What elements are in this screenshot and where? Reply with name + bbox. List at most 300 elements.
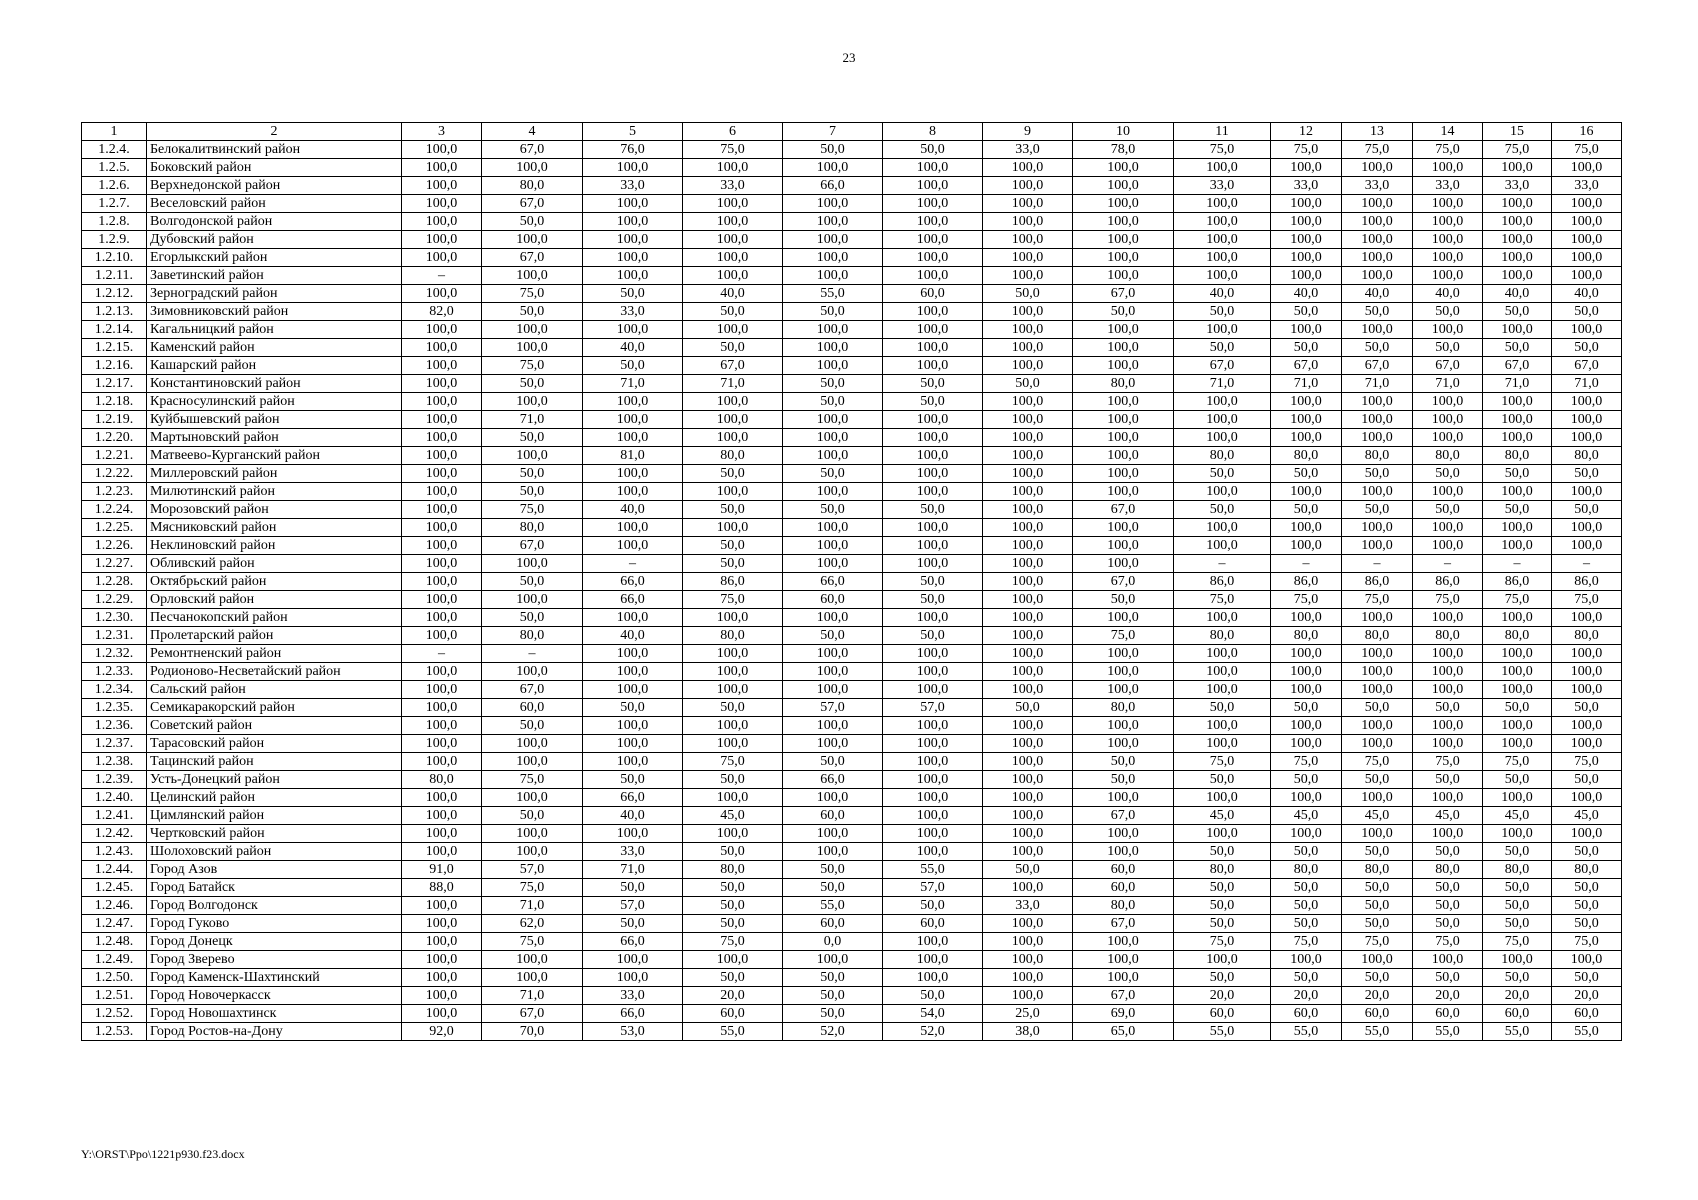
- value-cell: 100,0: [1413, 537, 1483, 555]
- value-cell: 75,0: [1483, 933, 1552, 951]
- value-cell: 50,0: [583, 879, 683, 897]
- value-cell: 100,0: [983, 429, 1073, 447]
- value-cell: 100,0: [1342, 825, 1413, 843]
- value-cell: 100,0: [883, 663, 983, 681]
- value-cell: 40,0: [583, 501, 683, 519]
- value-cell: 50,0: [1342, 501, 1413, 519]
- value-cell: 50,0: [883, 627, 983, 645]
- value-cell: 100,0: [1342, 429, 1413, 447]
- value-cell: 62,0: [482, 915, 583, 933]
- value-cell: 100,0: [1271, 411, 1342, 429]
- value-cell: 100,0: [1483, 429, 1552, 447]
- value-cell: 100,0: [1342, 249, 1413, 267]
- value-cell: 50,0: [1342, 339, 1413, 357]
- value-cell: 100,0: [983, 843, 1073, 861]
- value-cell: 50,0: [883, 393, 983, 411]
- row-number-cell: 1.2.22.: [82, 465, 147, 483]
- value-cell: 50,0: [783, 753, 883, 771]
- value-cell: 100,0: [983, 213, 1073, 231]
- value-cell: 100,0: [583, 429, 683, 447]
- column-header-8: 8: [883, 123, 983, 141]
- value-cell: 100,0: [1413, 717, 1483, 735]
- value-cell: 100,0: [783, 825, 883, 843]
- value-cell: 100,0: [1174, 231, 1271, 249]
- value-cell: 57,0: [783, 699, 883, 717]
- value-cell: –: [402, 645, 482, 663]
- value-cell: 100,0: [883, 267, 983, 285]
- value-cell: 60,0: [1271, 1005, 1342, 1023]
- table-row: [82, 519, 1622, 537]
- district-name-cell: Семикаракорский район: [147, 699, 402, 717]
- value-cell: 20,0: [1413, 987, 1483, 1005]
- value-cell: 33,0: [1271, 177, 1342, 195]
- value-cell: 66,0: [783, 771, 883, 789]
- value-cell: 100,0: [1073, 609, 1174, 627]
- value-cell: 100,0: [402, 249, 482, 267]
- value-cell: 100,0: [1271, 789, 1342, 807]
- value-cell: 100,0: [402, 915, 482, 933]
- value-cell: 86,0: [1483, 573, 1552, 591]
- value-cell: 100,0: [683, 393, 783, 411]
- district-name-cell: Матвеево-Курганский район: [147, 447, 402, 465]
- value-cell: 100,0: [983, 591, 1073, 609]
- value-cell: 75,0: [1342, 933, 1413, 951]
- value-cell: 100,0: [1174, 159, 1271, 177]
- value-cell: 71,0: [482, 987, 583, 1005]
- value-cell: 100,0: [1271, 429, 1342, 447]
- value-cell: 75,0: [1174, 591, 1271, 609]
- value-cell: 100,0: [783, 951, 883, 969]
- value-cell: 71,0: [482, 411, 583, 429]
- district-name-cell: Сальский район: [147, 681, 402, 699]
- value-cell: 33,0: [683, 177, 783, 195]
- value-cell: 20,0: [683, 987, 783, 1005]
- value-cell: 100,0: [983, 609, 1073, 627]
- value-cell: 50,0: [1552, 915, 1622, 933]
- value-cell: 100,0: [583, 519, 683, 537]
- value-cell: 100,0: [1174, 249, 1271, 267]
- value-cell: 100,0: [1174, 321, 1271, 339]
- row-number-cell: 1.2.51.: [82, 987, 147, 1005]
- value-cell: 100,0: [883, 429, 983, 447]
- value-cell: 100,0: [1552, 681, 1622, 699]
- value-cell: 53,0: [583, 1023, 683, 1041]
- value-cell: –: [1483, 555, 1552, 573]
- value-cell: 100,0: [783, 609, 883, 627]
- row-number-cell: 1.2.31.: [82, 627, 147, 645]
- value-cell: 100,0: [402, 195, 482, 213]
- value-cell: 100,0: [1552, 663, 1622, 681]
- value-cell: 50,0: [482, 717, 583, 735]
- row-number-cell: 1.2.19.: [82, 411, 147, 429]
- table-row: [82, 501, 1622, 519]
- value-cell: 25,0: [983, 1005, 1073, 1023]
- value-cell: 100,0: [683, 951, 783, 969]
- table-row: [82, 249, 1622, 267]
- value-cell: 100,0: [983, 519, 1073, 537]
- value-cell: 50,0: [1073, 303, 1174, 321]
- value-cell: 50,0: [883, 987, 983, 1005]
- value-cell: 100,0: [583, 969, 683, 987]
- value-cell: 100,0: [1342, 681, 1413, 699]
- value-cell: 100,0: [402, 447, 482, 465]
- value-cell: 75,0: [1413, 141, 1483, 159]
- value-cell: 100,0: [983, 231, 1073, 249]
- value-cell: 80,0: [402, 771, 482, 789]
- value-cell: 100,0: [402, 717, 482, 735]
- value-cell: 100,0: [402, 735, 482, 753]
- district-name-cell: Зерноградский район: [147, 285, 402, 303]
- table-row: [82, 357, 1622, 375]
- value-cell: 100,0: [402, 969, 482, 987]
- value-cell: 75,0: [1413, 933, 1483, 951]
- value-cell: 67,0: [482, 141, 583, 159]
- value-cell: 100,0: [883, 249, 983, 267]
- district-name-cell: Белокалитвинский район: [147, 141, 402, 159]
- value-cell: 100,0: [1552, 267, 1622, 285]
- value-cell: 66,0: [583, 933, 683, 951]
- row-number-cell: 1.2.17.: [82, 375, 147, 393]
- value-cell: 50,0: [1483, 771, 1552, 789]
- value-cell: 50,0: [683, 537, 783, 555]
- value-cell: 100,0: [482, 339, 583, 357]
- value-cell: 100,0: [402, 609, 482, 627]
- value-cell: 100,0: [683, 789, 783, 807]
- value-cell: 50,0: [1271, 969, 1342, 987]
- value-cell: 100,0: [883, 357, 983, 375]
- value-cell: 75,0: [1413, 753, 1483, 771]
- value-cell: 100,0: [1073, 555, 1174, 573]
- table-row: [82, 447, 1622, 465]
- value-cell: 100,0: [402, 231, 482, 249]
- value-cell: 50,0: [1271, 897, 1342, 915]
- value-cell: 100,0: [1174, 717, 1271, 735]
- value-cell: 60,0: [783, 591, 883, 609]
- value-cell: 50,0: [1342, 879, 1413, 897]
- value-cell: 100,0: [683, 519, 783, 537]
- value-cell: 100,0: [1174, 267, 1271, 285]
- table-row: [82, 825, 1622, 843]
- value-cell: 40,0: [1413, 285, 1483, 303]
- value-cell: 92,0: [402, 1023, 482, 1041]
- value-cell: 100,0: [883, 681, 983, 699]
- value-cell: 100,0: [1073, 519, 1174, 537]
- value-cell: 50,0: [1073, 771, 1174, 789]
- row-number-cell: 1.2.38.: [82, 753, 147, 771]
- value-cell: 76,0: [583, 141, 683, 159]
- value-cell: 75,0: [1271, 933, 1342, 951]
- value-cell: 40,0: [1483, 285, 1552, 303]
- value-cell: 100,0: [1073, 969, 1174, 987]
- value-cell: 75,0: [482, 501, 583, 519]
- value-cell: 100,0: [783, 645, 883, 663]
- value-cell: 50,0: [983, 375, 1073, 393]
- value-cell: 100,0: [1483, 483, 1552, 501]
- value-cell: 100,0: [1413, 393, 1483, 411]
- value-cell: 100,0: [1174, 195, 1271, 213]
- value-cell: 100,0: [1073, 681, 1174, 699]
- value-cell: 75,0: [482, 771, 583, 789]
- table-row: [82, 915, 1622, 933]
- value-cell: 100,0: [883, 969, 983, 987]
- row-number-cell: 1.2.50.: [82, 969, 147, 987]
- value-cell: 100,0: [402, 591, 482, 609]
- table-row: [82, 807, 1622, 825]
- value-cell: 50,0: [1413, 465, 1483, 483]
- value-cell: 100,0: [583, 159, 683, 177]
- value-cell: 100,0: [983, 879, 1073, 897]
- value-cell: 100,0: [1413, 825, 1483, 843]
- value-cell: 100,0: [1413, 609, 1483, 627]
- value-cell: 100,0: [1174, 951, 1271, 969]
- value-cell: 50,0: [1552, 969, 1622, 987]
- district-name-cell: Город Волгодонск: [147, 897, 402, 915]
- value-cell: 100,0: [983, 717, 1073, 735]
- value-cell: 50,0: [1342, 897, 1413, 915]
- value-cell: 50,0: [1073, 591, 1174, 609]
- value-cell: 100,0: [983, 645, 1073, 663]
- value-cell: 50,0: [1483, 303, 1552, 321]
- value-cell: 69,0: [1073, 1005, 1174, 1023]
- value-cell: 50,0: [482, 303, 583, 321]
- value-cell: 100,0: [1271, 249, 1342, 267]
- value-cell: 100,0: [1073, 789, 1174, 807]
- value-cell: 0,0: [783, 933, 883, 951]
- value-cell: 100,0: [402, 987, 482, 1005]
- value-cell: 100,0: [402, 159, 482, 177]
- value-cell: 50,0: [583, 285, 683, 303]
- row-number-cell: 1.2.52.: [82, 1005, 147, 1023]
- value-cell: 75,0: [1174, 753, 1271, 771]
- value-cell: 100,0: [402, 285, 482, 303]
- table-row: [82, 537, 1622, 555]
- value-cell: 100,0: [482, 591, 583, 609]
- value-cell: 57,0: [883, 699, 983, 717]
- value-cell: 80,0: [482, 519, 583, 537]
- row-number-cell: 1.2.16.: [82, 357, 147, 375]
- table-row: [82, 195, 1622, 213]
- value-cell: 100,0: [482, 969, 583, 987]
- value-cell: 50,0: [1552, 465, 1622, 483]
- value-cell: 100,0: [583, 213, 683, 231]
- row-number-cell: 1.2.43.: [82, 843, 147, 861]
- value-cell: 100,0: [1073, 321, 1174, 339]
- value-cell: 100,0: [1271, 951, 1342, 969]
- value-cell: 60,0: [482, 699, 583, 717]
- district-name-cell: Пролетарский район: [147, 627, 402, 645]
- value-cell: 100,0: [1342, 393, 1413, 411]
- value-cell: 100,0: [883, 231, 983, 249]
- value-cell: 60,0: [1073, 861, 1174, 879]
- value-cell: 80,0: [1552, 447, 1622, 465]
- value-cell: 100,0: [983, 447, 1073, 465]
- table-row: [82, 771, 1622, 789]
- value-cell: 100,0: [683, 735, 783, 753]
- value-cell: 100,0: [482, 231, 583, 249]
- value-cell: 50,0: [1552, 843, 1622, 861]
- value-cell: 100,0: [1552, 249, 1622, 267]
- row-number-cell: 1.2.33.: [82, 663, 147, 681]
- value-cell: 67,0: [1073, 807, 1174, 825]
- value-cell: 100,0: [1342, 159, 1413, 177]
- value-cell: 50,0: [683, 915, 783, 933]
- value-cell: 75,0: [1342, 141, 1413, 159]
- value-cell: 50,0: [1271, 465, 1342, 483]
- value-cell: 50,0: [1271, 879, 1342, 897]
- column-header-7: 7: [783, 123, 883, 141]
- table-row: [82, 285, 1622, 303]
- value-cell: 100,0: [1271, 645, 1342, 663]
- value-cell: 50,0: [1271, 501, 1342, 519]
- value-cell: 100,0: [1174, 609, 1271, 627]
- value-cell: 100,0: [1073, 933, 1174, 951]
- table-row: [82, 645, 1622, 663]
- district-name-cell: Город Новочеркасск: [147, 987, 402, 1005]
- value-cell: 100,0: [1271, 735, 1342, 753]
- value-cell: 100,0: [1483, 735, 1552, 753]
- value-cell: 100,0: [1073, 735, 1174, 753]
- district-name-cell: Усть-Донецкий район: [147, 771, 402, 789]
- value-cell: 100,0: [883, 843, 983, 861]
- value-cell: 100,0: [983, 339, 1073, 357]
- row-number-cell: 1.2.21.: [82, 447, 147, 465]
- value-cell: 100,0: [783, 843, 883, 861]
- table-row: [82, 717, 1622, 735]
- value-cell: 80,0: [683, 447, 783, 465]
- value-cell: 100,0: [1342, 789, 1413, 807]
- value-cell: 100,0: [683, 411, 783, 429]
- value-cell: 100,0: [1552, 483, 1622, 501]
- value-cell: 100,0: [1413, 735, 1483, 753]
- value-cell: 50,0: [1174, 501, 1271, 519]
- value-cell: 50,0: [983, 861, 1073, 879]
- district-name-cell: Октябрьский район: [147, 573, 402, 591]
- value-cell: 75,0: [482, 879, 583, 897]
- value-cell: 100,0: [1552, 159, 1622, 177]
- value-cell: 50,0: [1342, 969, 1413, 987]
- value-cell: 88,0: [402, 879, 482, 897]
- table-row: [82, 879, 1622, 897]
- value-cell: 100,0: [1483, 681, 1552, 699]
- value-cell: 100,0: [1413, 519, 1483, 537]
- value-cell: 100,0: [402, 141, 482, 159]
- value-cell: 65,0: [1073, 1023, 1174, 1041]
- value-cell: 100,0: [402, 933, 482, 951]
- district-name-cell: Мартыновский район: [147, 429, 402, 447]
- value-cell: 100,0: [482, 825, 583, 843]
- value-cell: 50,0: [883, 501, 983, 519]
- value-cell: 60,0: [683, 1005, 783, 1023]
- value-cell: 100,0: [1342, 267, 1413, 285]
- value-cell: 20,0: [1552, 987, 1622, 1005]
- value-cell: 100,0: [1073, 213, 1174, 231]
- table-row: [82, 681, 1622, 699]
- value-cell: 33,0: [1342, 177, 1413, 195]
- value-cell: 50,0: [1271, 303, 1342, 321]
- value-cell: 100,0: [783, 483, 883, 501]
- value-cell: 20,0: [1271, 987, 1342, 1005]
- value-cell: 100,0: [583, 231, 683, 249]
- value-cell: 100,0: [1483, 825, 1552, 843]
- value-cell: 100,0: [983, 771, 1073, 789]
- value-cell: 50,0: [1271, 699, 1342, 717]
- value-cell: 100,0: [583, 267, 683, 285]
- value-cell: 50,0: [1483, 969, 1552, 987]
- value-cell: 50,0: [1413, 879, 1483, 897]
- value-cell: 60,0: [1073, 879, 1174, 897]
- value-cell: 100,0: [983, 195, 1073, 213]
- value-cell: 100,0: [783, 267, 883, 285]
- value-cell: 75,0: [1483, 753, 1552, 771]
- value-cell: 78,0: [1073, 141, 1174, 159]
- district-name-cell: Город Зверево: [147, 951, 402, 969]
- value-cell: 50,0: [683, 771, 783, 789]
- value-cell: 100,0: [683, 609, 783, 627]
- value-cell: 100,0: [983, 357, 1073, 375]
- value-cell: 60,0: [1413, 1005, 1483, 1023]
- row-number-cell: 1.2.9.: [82, 231, 147, 249]
- value-cell: 50,0: [783, 1005, 883, 1023]
- value-cell: 20,0: [1342, 987, 1413, 1005]
- value-cell: 50,0: [783, 879, 883, 897]
- value-cell: 67,0: [1271, 357, 1342, 375]
- district-name-cell: Город Донецк: [147, 933, 402, 951]
- value-cell: 50,0: [1413, 771, 1483, 789]
- value-cell: 100,0: [1174, 213, 1271, 231]
- row-number-cell: 1.2.25.: [82, 519, 147, 537]
- value-cell: 50,0: [1483, 339, 1552, 357]
- value-cell: 100,0: [402, 339, 482, 357]
- value-cell: 100,0: [402, 483, 482, 501]
- value-cell: 67,0: [1483, 357, 1552, 375]
- value-cell: 33,0: [983, 141, 1073, 159]
- row-number-cell: 1.2.46.: [82, 897, 147, 915]
- table-row: [82, 411, 1622, 429]
- value-cell: 100,0: [883, 807, 983, 825]
- value-cell: 45,0: [1483, 807, 1552, 825]
- value-cell: 50,0: [1174, 897, 1271, 915]
- value-cell: 100,0: [983, 663, 1073, 681]
- value-cell: 55,0: [1413, 1023, 1483, 1041]
- row-number-cell: 1.2.41.: [82, 807, 147, 825]
- value-cell: 33,0: [583, 303, 683, 321]
- district-name-cell: Мясниковский район: [147, 519, 402, 537]
- value-cell: 100,0: [1483, 645, 1552, 663]
- value-cell: 100,0: [983, 627, 1073, 645]
- value-cell: 50,0: [583, 771, 683, 789]
- value-cell: 50,0: [1342, 699, 1413, 717]
- district-name-cell: Егорлыкский район: [147, 249, 402, 267]
- district-name-cell: Верхнедонской район: [147, 177, 402, 195]
- value-cell: 100,0: [883, 465, 983, 483]
- value-cell: 50,0: [583, 915, 683, 933]
- value-cell: 54,0: [883, 1005, 983, 1023]
- value-cell: 100,0: [783, 339, 883, 357]
- value-cell: 100,0: [1073, 339, 1174, 357]
- value-cell: 100,0: [883, 411, 983, 429]
- row-number-cell: 1.2.27.: [82, 555, 147, 573]
- value-cell: 75,0: [1271, 141, 1342, 159]
- value-cell: 100,0: [983, 789, 1073, 807]
- value-cell: 100,0: [1073, 717, 1174, 735]
- value-cell: 50,0: [683, 699, 783, 717]
- value-cell: 100,0: [482, 789, 583, 807]
- value-cell: 80,0: [1271, 447, 1342, 465]
- value-cell: 50,0: [1483, 897, 1552, 915]
- value-cell: 67,0: [1073, 915, 1174, 933]
- value-cell: 50,0: [783, 465, 883, 483]
- value-cell: 100,0: [983, 969, 1073, 987]
